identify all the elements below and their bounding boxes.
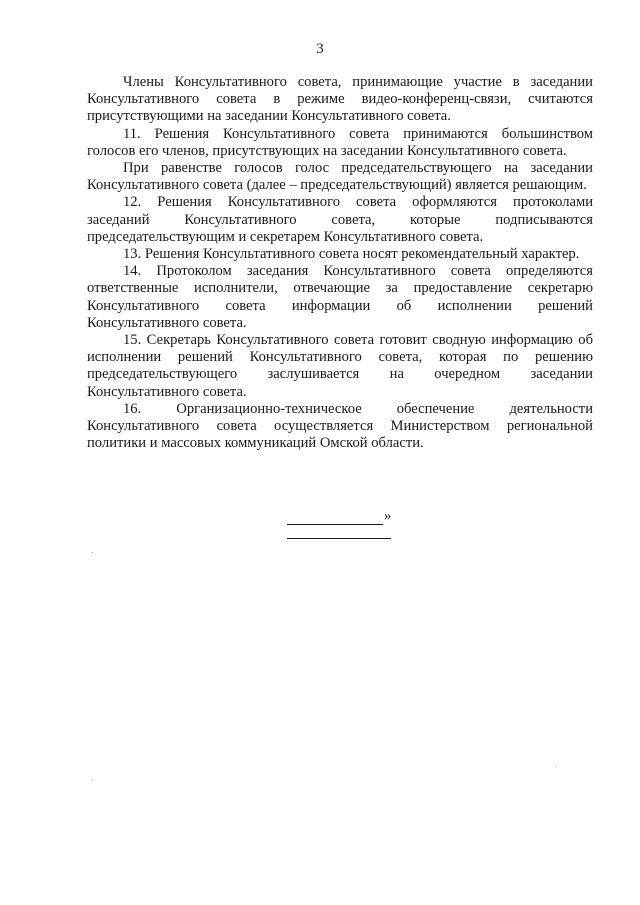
page-number: 3 [316, 41, 324, 57]
closing-block [287, 508, 397, 525]
paragraph-16-support: 16. Организационно-техническое обеспечение деятельности Консультативного совета осуществляется Министерством региональной политики и массовых коммуникаций Омской области. [87, 400, 593, 452]
scan-speck [92, 780, 93, 781]
closing-rule-bottom [287, 538, 391, 539]
paragraph-11-decisions-majority: 11. Решения Консультативного совета принимаются большинством голосов его членов, присутствующих на заседании Консультативного совета. [87, 125, 593, 159]
scan-speck [556, 766, 557, 767]
closing-rule-top [287, 510, 383, 525]
paragraph-video-conference: Члены Консультативного совета, принимающие участие в заседании Консультативного совета в режиме видео-конференц-связи, считаются присутствующими на заседании Консультативного совета. [87, 74, 593, 125]
paragraph-13-recommendatory: 13. Решения Консультативного совета носят рекомендательный характер. [123, 246, 580, 263]
scan-speck [92, 552, 93, 553]
paragraph-12-protocols: 12. Решения Консультативного совета оформляются протоколами заседаний Консультативного совета, которые подписываются председательствующим и секретарем Консультативного совета. [87, 194, 593, 245]
document-body [87, 74, 593, 452]
paragraph-14-responsible-executors: 14. Протоколом заседания Консультативного совета определяются ответственные исполнители, отвечающие за предоставление секретарю Консультативного совета информации об исполнении решений Консультативного совета. [87, 263, 593, 331]
closing-quote-mark: » [384, 508, 392, 524]
paragraph-15-secretary: 15. Секретарь Консультативного совета готовит сводную информацию об исполнении решений Консультативного совета, которая по решению председательствующего заслушивается на очередном заседании Консультативного совета. [87, 332, 593, 400]
paragraph-tie-vote: При равенстве голосов голос председательствующего на заседании Консультативного совета (далее – председательствующий) является решающим. [87, 160, 593, 194]
